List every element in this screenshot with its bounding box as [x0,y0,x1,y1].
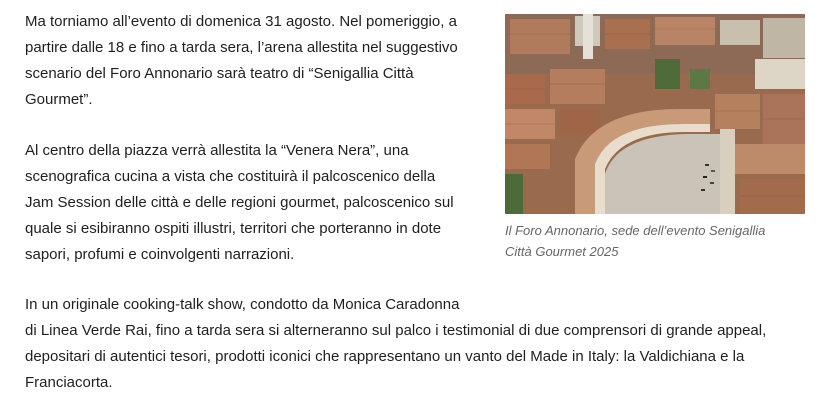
text-line: sapori, profumi e coinvolgenti narrazioni. [25,246,295,263]
text-line: Gourmet”. [25,91,93,108]
text-line: depositari di autentici tesori, prodotti iconici che rappresentano un vanto del Made in Italy: la Valdichiana e la [25,348,745,365]
text-line: quale si esibiranno ospiti illustri, territori che porteranno in dote [25,220,442,237]
paragraph-cooking-talk-show [25,292,766,396]
text-line: Ma torniamo all’evento di domenica 31 agosto. Nel pomeriggio, a [25,13,457,30]
text-line: partire dalle 18 e fino a tarda sera, l’arena allestita nel suggestivo [25,39,458,56]
paragraph-event-intro [25,9,458,113]
text-line: Jam Session delle città e delle regioni gourmet, palcoscenico sul [25,194,454,211]
caption-line: Città Gourmet 2025 [505,244,619,259]
text-line: di Linea Verde Rai, fino a tarda sera si alterneranno sul palco i testimonial di due comprensori di grande appeal, [25,322,767,339]
text-line: In un originale cooking-talk show, condotto da Monica Caradonna [25,296,460,313]
text-line: Franciacorta. [25,374,113,391]
foro-annonario-aerial-photo [505,14,805,214]
text-line: Al centro della piazza verrà allestita la “Venera Nera”, una [25,142,409,159]
caption-line: Il Foro Annonario, sede dell’evento Senigallia [505,223,766,238]
text-line: scenografica cucina a vista che costituirà il palcoscenico della [25,168,436,185]
text-line: scenario del Foro Annonario sarà teatro di “Senigallia Città [25,65,414,82]
paragraph-venera-nera [25,138,454,268]
figure-caption [505,220,805,262]
article-figure [505,14,805,262]
